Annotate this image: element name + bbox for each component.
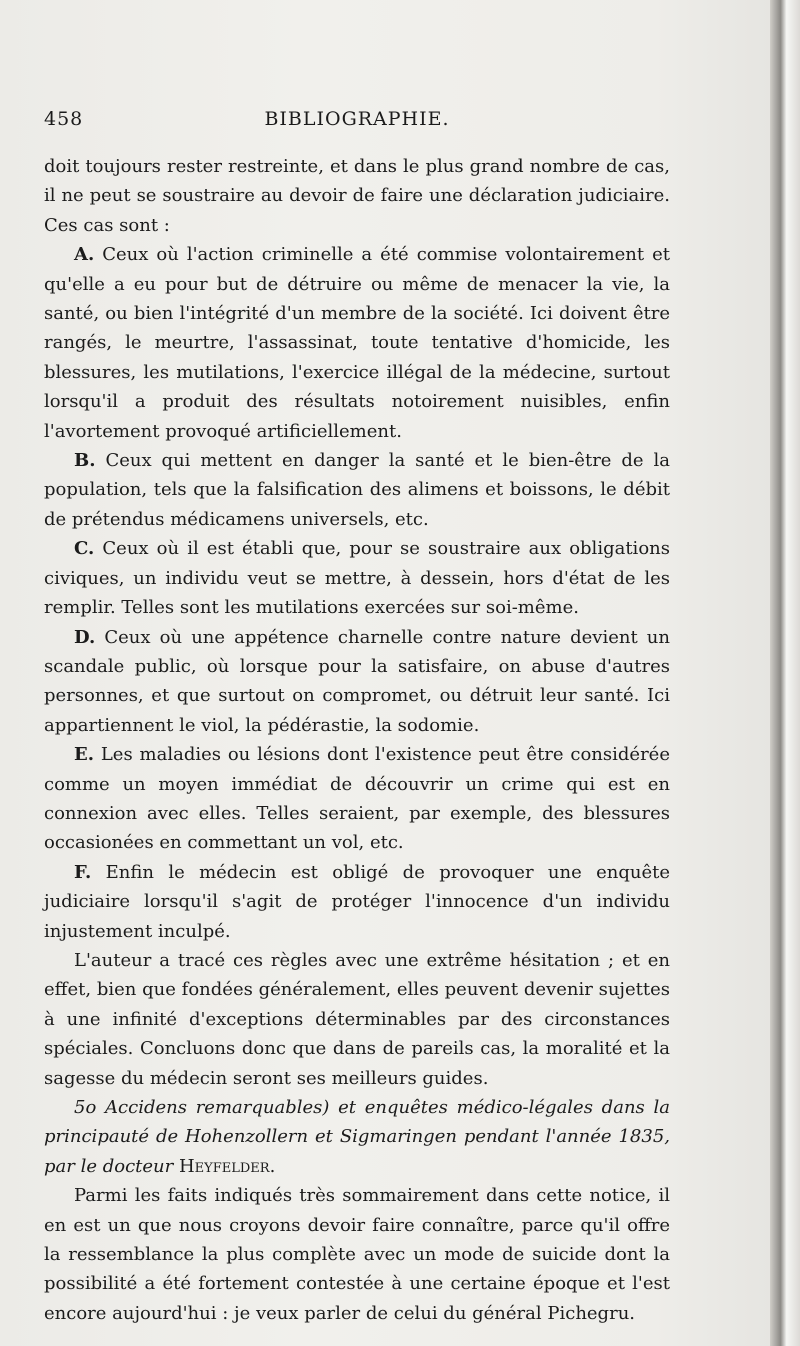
page-edge [770, 0, 800, 1346]
case-b [44, 446, 670, 534]
citation-author: Heyfelder. [178, 1155, 276, 1177]
body-text [44, 152, 670, 1328]
page-number: 458 [44, 108, 84, 130]
running-title: BIBLIOGRAPHIE. [264, 108, 450, 130]
case-d [44, 623, 670, 741]
page-header [44, 108, 670, 138]
case-a [44, 240, 670, 446]
conclusion-paragraph: L'auteur a tracé ces règles avec une extrême hésitation ; et en effet, bien que fondées généralement, elles peuvent devenir sujettes à une infinité d'exceptions déterminables par des circonstances spéciales. Concluons donc que dans de pareils cas, la moralité et la sagesse du médecin seront ses meilleurs guides. [44, 949, 670, 1089]
citation-entry [44, 1093, 670, 1181]
case-f [44, 858, 670, 946]
case-text: Enfin le médecin est obligé de provoquer une enquête judiciaire lorsqu'il s'agit de protéger l'innocence d'un individu injustement inculpé. [44, 861, 670, 942]
intro-paragraph: doit toujours rester restreinte, et dans le plus grand nombre de cas, il ne peut se soustraire au devoir de faire une déclaration judiciaire. Ces cas sont : [44, 156, 670, 236]
case-letter: B. [74, 450, 96, 472]
case-letter: A. [74, 244, 95, 266]
case-letter: E. [74, 744, 94, 766]
case-text: Ceux où une appétence charnelle contre nature devient un scandale public, où lorsque pour la satisfaire, on abuse d'autres personnes, et que surtout on compromet, ou détruit leur santé. Ici appartiennent le viol, la pédérastie, la sodomie. [44, 626, 670, 736]
case-text: Les maladies ou lésions dont l'existence peut être considérée comme un moyen immédiat de découvrir un crime qui est en connexion avec elles. Telles seraient, par exemple, des blessures occasionées en commettant un vol, etc. [44, 744, 670, 854]
case-letter: F. [74, 861, 92, 883]
case-letter: C. [74, 538, 95, 560]
case-letter: D. [74, 626, 96, 648]
case-e [44, 740, 670, 858]
case-text: Ceux où l'action criminelle a été commise volontairement et qu'elle a eu pour but de détruire ou même de menacer la vie, la santé, ou bien l'intégrité d'un membre de la société. Ici doivent être rangés, le meurtre, l'assassinat, toute tentative d'homicide, les blessures, les mutilations, l'exercice illégal de la médecine, surtout lorsqu'il a produit des résultats notoirement nuisibles, enfin l'avortement provoqué artificiellement. [44, 244, 670, 442]
citation-number: 5o [74, 1097, 97, 1118]
citation-title: Accidens remarquables) et enquêtes médico-légales dans la principauté de Hohenzollern et Sigmaringen pendant l'année 1835, par le docteur [44, 1097, 670, 1177]
final-paragraph: Parmi les faits indiqués très sommairement dans cette notice, il en est un que nous croyons devoir faire connaître, parce qu'il offre la ressemblance la plus complète avec un mode de suicide dont la possibilité a été fortement contestée à une certaine époque et l'est encore aujourd'hui : je veux parler de celui du général Pichegru. [44, 1185, 670, 1324]
case-c [44, 534, 670, 622]
case-text: Ceux qui mettent en danger la santé et le bien-être de la population, tels que la falsification des alimens et boissons, le débit de prétendus médicamens universels, etc. [44, 450, 670, 530]
case-text: Ceux où il est établi que, pour se soustraire aux obligations civiques, un individu veut se mettre, à dessein, hors d'état de les remplir. Telles sont les mutilations exercées sur soi-même. [44, 538, 670, 619]
